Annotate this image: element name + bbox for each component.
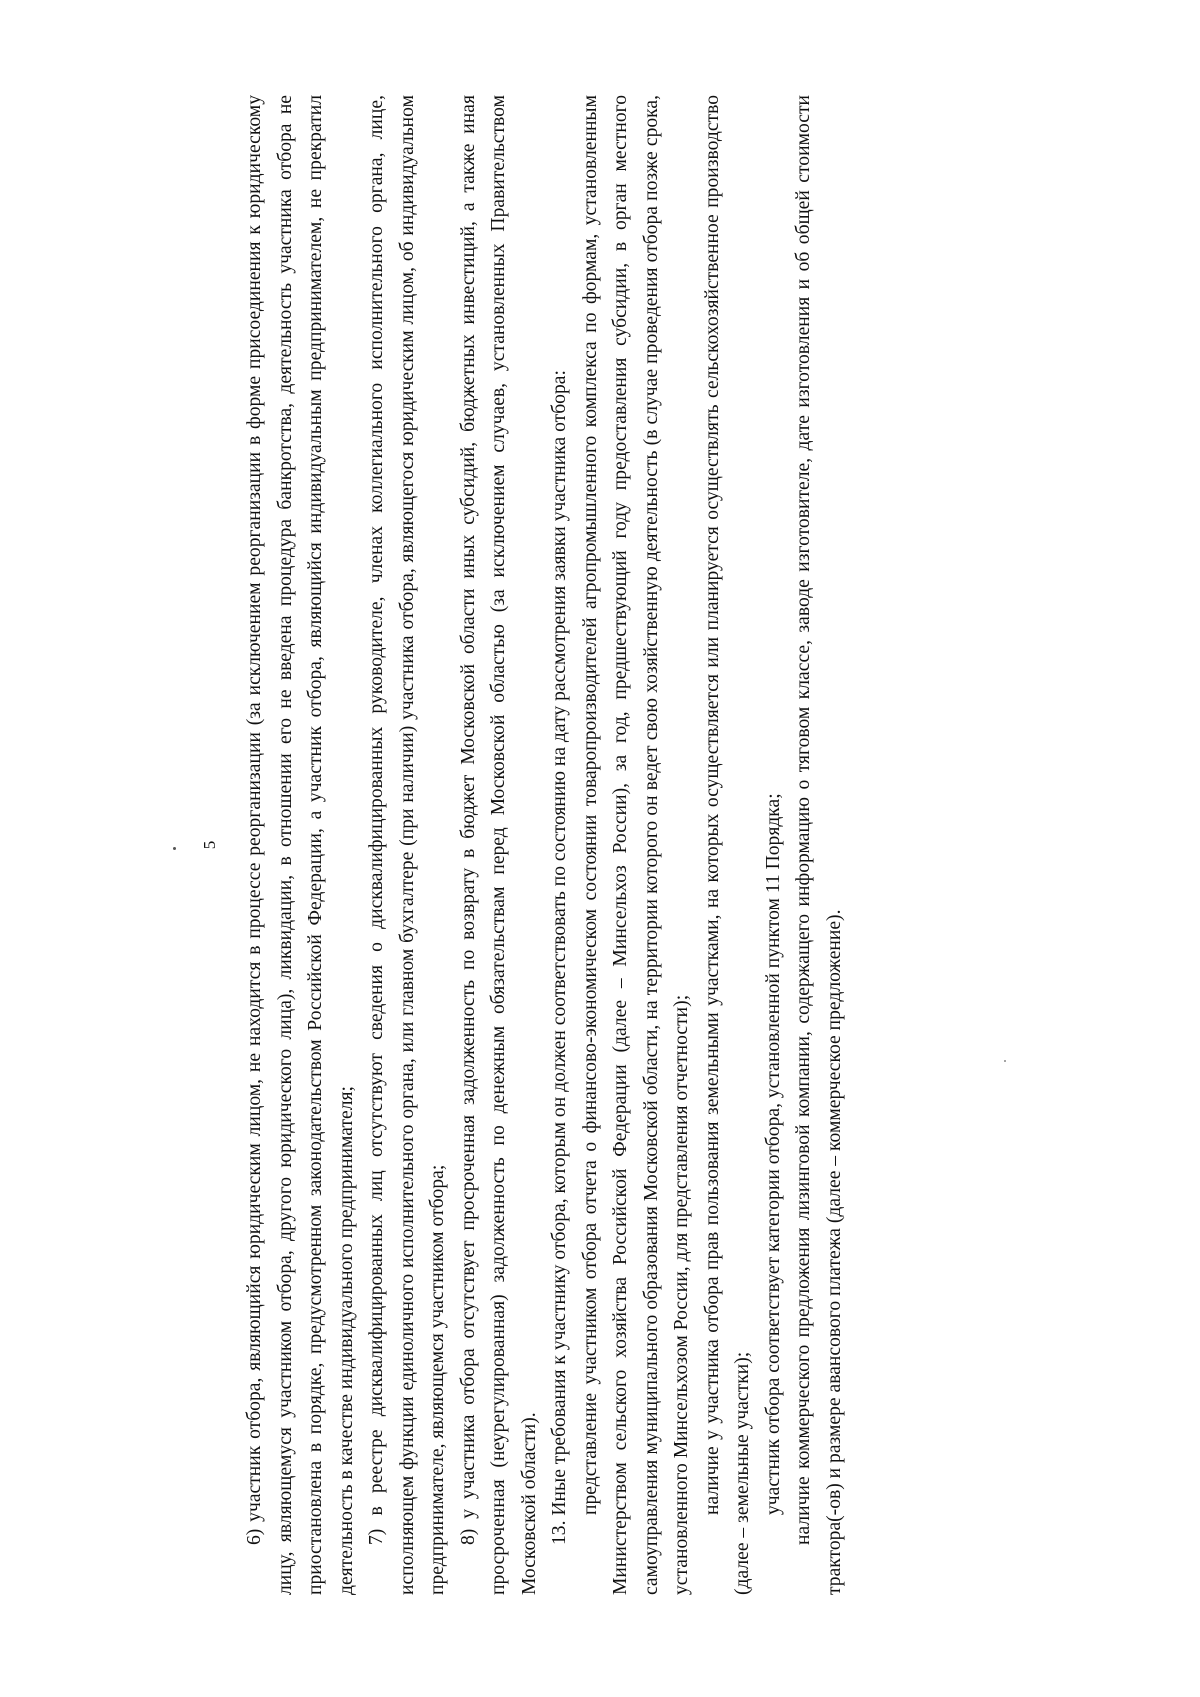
paragraph-category: участник отбора соответствует категории отбора, установленной пунктом 11 Порядка; <box>762 793 784 1515</box>
paragraph-item-7: 7) в реестре дисквалифицированных лиц отсутствуют сведения о дисквалифицированных руководителе, членах коллегиального исполнительного органа, лице, исполняющем функции единоличного исполнительного органа, или главном бухгалтере (при наличии) участника отбора, являющегося юридическим лицом, об индивидуальном предпринимателе, являющемся участником отбора; <box>366 95 448 1595</box>
paragraph-item-8: 8) у участника отбора отсутствует просроченная задолженность по возврату в бюджет Московской области иных субсидий, бюджетных инвестиций, а также иная просроченная (неурегулированная) задолженность по денежным обязательствам перед Московской областью (за исключением случаев, установленных Правительством Московской области). <box>457 95 540 1595</box>
scan-speck <box>1004 1060 1006 1062</box>
paragraph-report-requirement: представление участником отбора отчета о финансово-экономическом состоянии товаропроизводителей агропромышленного комплекса по формам, установленным Министерством сельского хозяйства Российской Федерации (далее – Минсельхоз России), за год, предшествующий году предоставления субсидии, в орган местного самоуправления муниципального образования Московской области, на территории которого он ведет свою хозяйственную деятельность (в случае проведения отбора позже срока, установленного Минсельхозом России, для представления отчетности); <box>579 95 692 1595</box>
paragraph-section-13: 13. Иные требования к участнику отбора, которым он должен соответствовать по состоянию на дату рассмотрения заявки участника отбора: <box>549 370 570 1545</box>
paragraph-item-6: 6) участник отбора, являющийся юридическим лицом, не находится в процессе реорганизации (за исключением реорганизации в форме присоединения к юридическому лицу, являющемуся участником отбора, другого юридического лица), ликвидации, в отношении его не введена процедура банкротства, деятельность участника отбора не приостановлена в порядке, предусмотренном законодательством Российской Федерации, а участник отбора, являющийся индивидуальным предпринимателем, не прекратил деятельность в качестве индивидуального предпринимателя; <box>244 95 357 1595</box>
rotated-page <box>185 95 975 1595</box>
paragraph-commercial-offer: наличие коммерческого предложения лизинговой компании, содержащего информацию о тяговом классе, заводе изготовителе, дате изготовления и об общей стоимости трактора(-ов) и размере авансового платежа (далее – коммерческое предложение). <box>793 95 845 1595</box>
page-number: 5 <box>200 840 219 850</box>
document-body <box>240 95 850 1595</box>
paragraph-land-rights: наличие у участника отбора прав пользования земельными участками, на которых осуществляется или планируется осуществлять сельскохозяйственное производство (далее – земельные участки); <box>701 95 753 1595</box>
scan-speck <box>173 847 176 850</box>
